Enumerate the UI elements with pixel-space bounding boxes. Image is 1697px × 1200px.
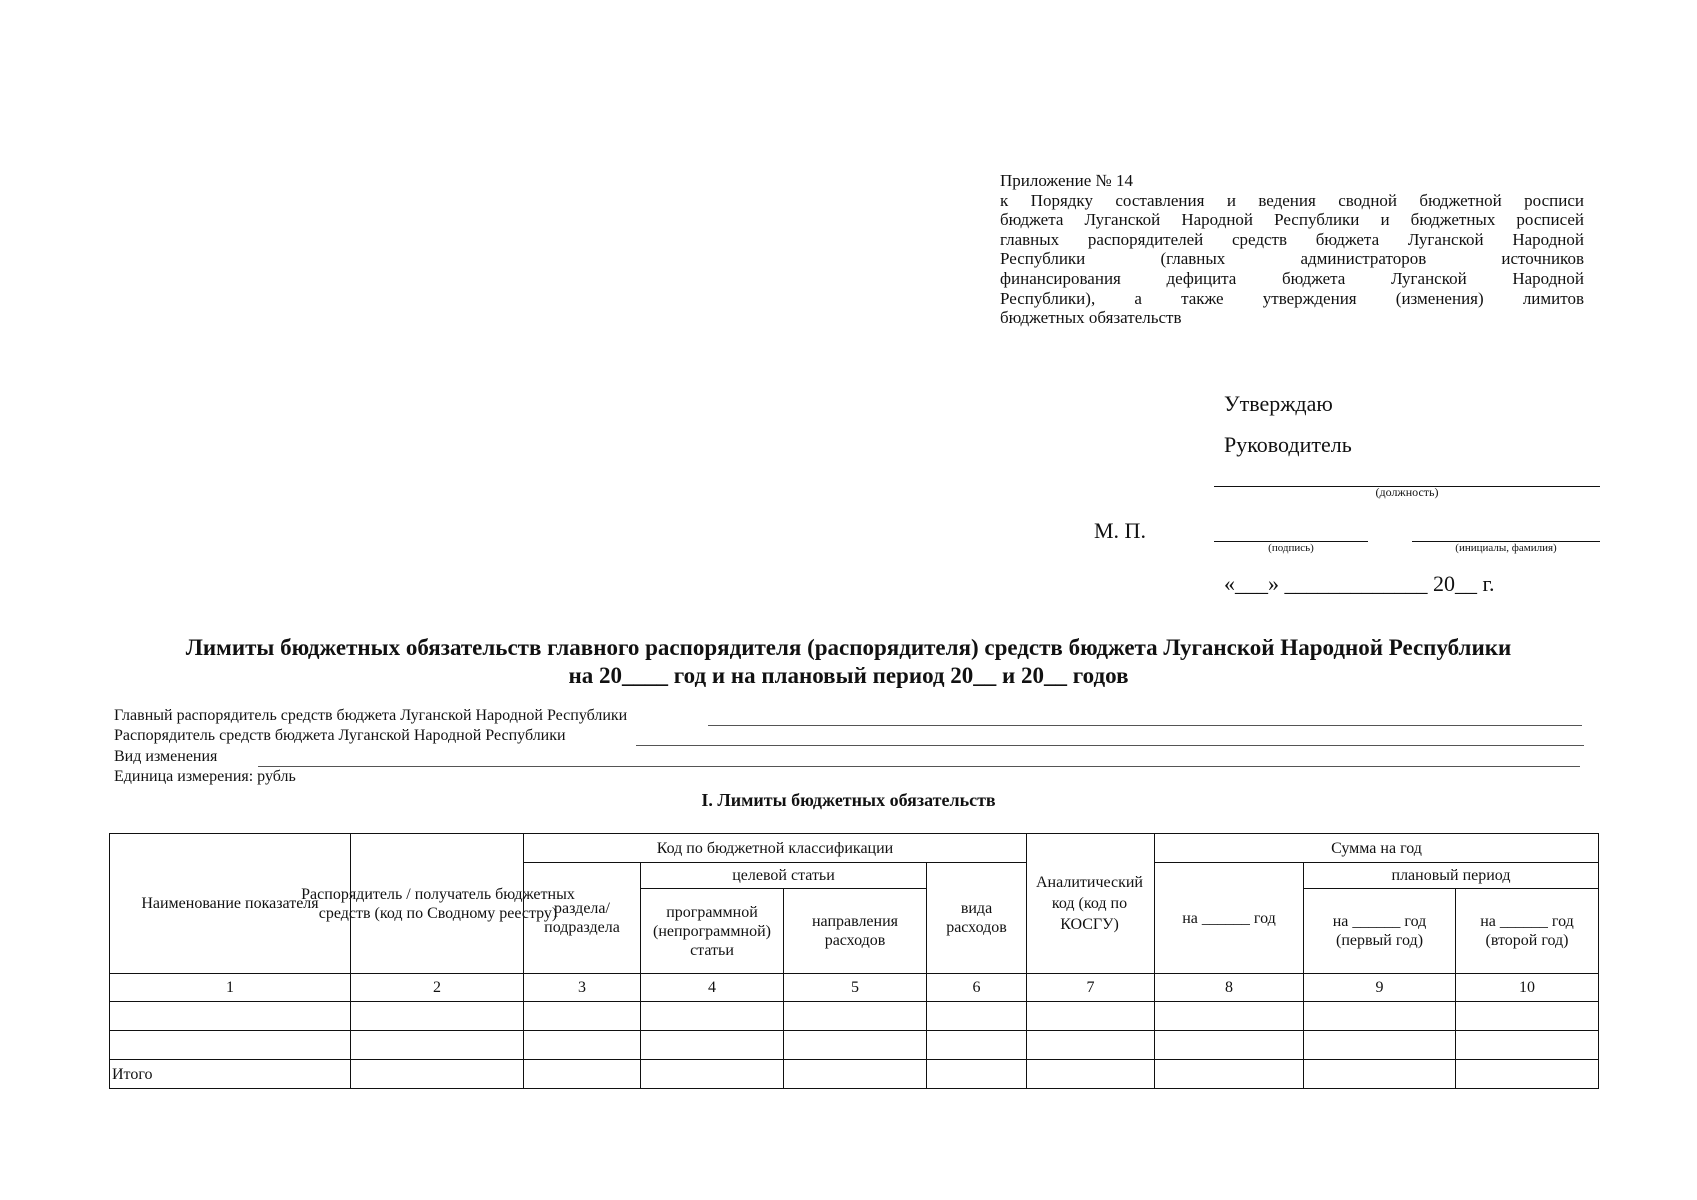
header-manager-text: Распорядитель / получатель бюджетных средств (код по Сводному реестру) — [301, 885, 575, 922]
table-cell[interactable] — [784, 1031, 927, 1060]
main-manager-field[interactable] — [708, 725, 1582, 726]
main-manager-label: Главный распорядитель средств бюджета Луганской Народной Республики — [114, 707, 628, 724]
column-number: 10 — [1456, 974, 1599, 1002]
table-cell[interactable] — [1304, 1060, 1456, 1089]
manager-field[interactable] — [636, 745, 1584, 746]
table-row — [110, 1002, 1599, 1031]
column-number: 7 — [1027, 974, 1155, 1002]
title-line: на 20____ год и на плановый период 20__ и 20__ годов — [568, 663, 1129, 688]
header-code-group: Код по бюджетной классификации — [524, 834, 1027, 863]
table-cell[interactable] — [1456, 1031, 1599, 1060]
appendix-line: к Порядку составления и ведения сводной бюджетной росписи — [1000, 190, 1584, 210]
table-cell[interactable] — [1304, 1031, 1456, 1060]
table-cell[interactable] — [1304, 1002, 1456, 1031]
header-sum-group: Сумма на год — [1155, 834, 1599, 863]
position-caption: (должность) — [1375, 485, 1439, 499]
total-label: Итого — [110, 1060, 351, 1089]
header-first-year — [1304, 889, 1456, 974]
manager-label: Распорядитель средств бюджета Луганской Народной Республики — [114, 727, 566, 744]
table-cell[interactable] — [524, 1031, 641, 1060]
column-number-row — [110, 974, 1599, 1002]
change-type-label: Вид изменения — [114, 748, 218, 765]
name-caption: (инициалы, фамилия) — [1455, 542, 1557, 554]
title-line: Лимиты бюджетных обязательств главного распорядителя (распорядителя) средств бюджета Луганской Народной Республики — [185, 635, 1512, 660]
table-cell[interactable] — [1456, 1002, 1599, 1031]
header-expense-type: вида расходов — [927, 863, 1027, 974]
header-manager — [301, 834, 575, 974]
table-row — [110, 1031, 1599, 1060]
table-cell[interactable] — [524, 1060, 641, 1089]
table-cell[interactable] — [524, 1002, 641, 1031]
table-cell[interactable] — [927, 1002, 1027, 1031]
unit-label: Единица измерения: рубль — [114, 768, 296, 785]
table-cell[interactable] — [641, 1031, 784, 1060]
header-name: Наименование показателя — [110, 834, 351, 974]
table-cell[interactable] — [351, 1031, 524, 1060]
header-target-group: целевой статьи — [641, 863, 927, 889]
section-title: I. Лимиты бюджетных обязательств — [701, 790, 996, 810]
column-number: 1 — [110, 974, 351, 1002]
appendix-line: бюджетных обязательств — [1000, 308, 1182, 328]
table-cell[interactable] — [110, 1031, 351, 1060]
approve-label: Утверждаю — [1224, 391, 1333, 416]
column-number: 4 — [641, 974, 784, 1002]
document-title — [0, 634, 1697, 690]
column-number: 6 — [927, 974, 1027, 1002]
table-cell[interactable] — [1027, 1031, 1155, 1060]
table-cell[interactable] — [784, 1002, 927, 1031]
header-current-year: на ______ год — [1155, 863, 1304, 974]
header-first-year-a: на ______ год — [1332, 913, 1427, 930]
header-second-year-b: (второй год) — [1485, 932, 1569, 949]
table-cell[interactable] — [110, 1002, 351, 1031]
table-cell[interactable] — [1155, 1002, 1304, 1031]
table-cell[interactable] — [927, 1031, 1027, 1060]
table-cell[interactable] — [927, 1060, 1027, 1089]
header-analytic-text: Аналитический код (код по КОСГУ) — [1035, 874, 1143, 933]
header-second-year-a: на ______ год — [1480, 913, 1574, 930]
table-cell[interactable] — [351, 1002, 524, 1031]
appendix-line: бюджета Луганской Народной Республики и бюджетных росписей — [1000, 210, 1584, 230]
limits-table — [109, 833, 1599, 1089]
header-plan-group: плановый период — [1304, 863, 1599, 889]
table-cell[interactable] — [641, 1002, 784, 1031]
table-cell[interactable] — [1456, 1060, 1599, 1089]
signature-caption: (подпись) — [1268, 542, 1314, 554]
table-cell[interactable] — [1027, 1002, 1155, 1031]
column-number: 3 — [524, 974, 641, 1002]
column-number: 8 — [1155, 974, 1304, 1002]
appendix-line: Республики (главных администраторов источников — [1000, 249, 1584, 269]
head-label: Руководитель — [1224, 432, 1352, 457]
table-cell[interactable] — [784, 1060, 927, 1089]
table-cell[interactable] — [1155, 1060, 1304, 1089]
table-cell[interactable] — [641, 1060, 784, 1089]
column-number: 2 — [351, 974, 524, 1002]
column-number: 5 — [784, 974, 927, 1002]
change-type-field[interactable] — [258, 766, 1580, 767]
header-section: раздела/ подраздела — [524, 863, 641, 974]
header-program: программной (непрограммной) статьи — [641, 889, 784, 974]
header-first-year-b: (первый год) — [1335, 932, 1424, 949]
table-cell[interactable] — [1027, 1060, 1155, 1089]
approval-date: «___» _____________ 20__ г. — [1224, 571, 1495, 596]
total-row — [110, 1060, 1599, 1089]
appendix-number: Приложение № 14 — [1000, 171, 1133, 190]
appendix-line: финансирования дефицита бюджета Луганской Народной — [1000, 268, 1584, 288]
table-cell[interactable] — [1155, 1031, 1304, 1060]
appendix-line: главных распорядителей средств бюджета Луганской Народной — [1000, 229, 1584, 249]
appendix-block — [1000, 171, 1584, 328]
column-number: 9 — [1304, 974, 1456, 1002]
header-direction: направления расходов — [784, 889, 927, 974]
stamp-label: М. П. — [1094, 518, 1146, 543]
appendix-line: Республики), а также утверждения (изменения) лимитов — [1000, 288, 1584, 308]
header-analytic — [1027, 834, 1155, 974]
header-second-year — [1456, 889, 1599, 974]
table-cell[interactable] — [351, 1060, 524, 1089]
